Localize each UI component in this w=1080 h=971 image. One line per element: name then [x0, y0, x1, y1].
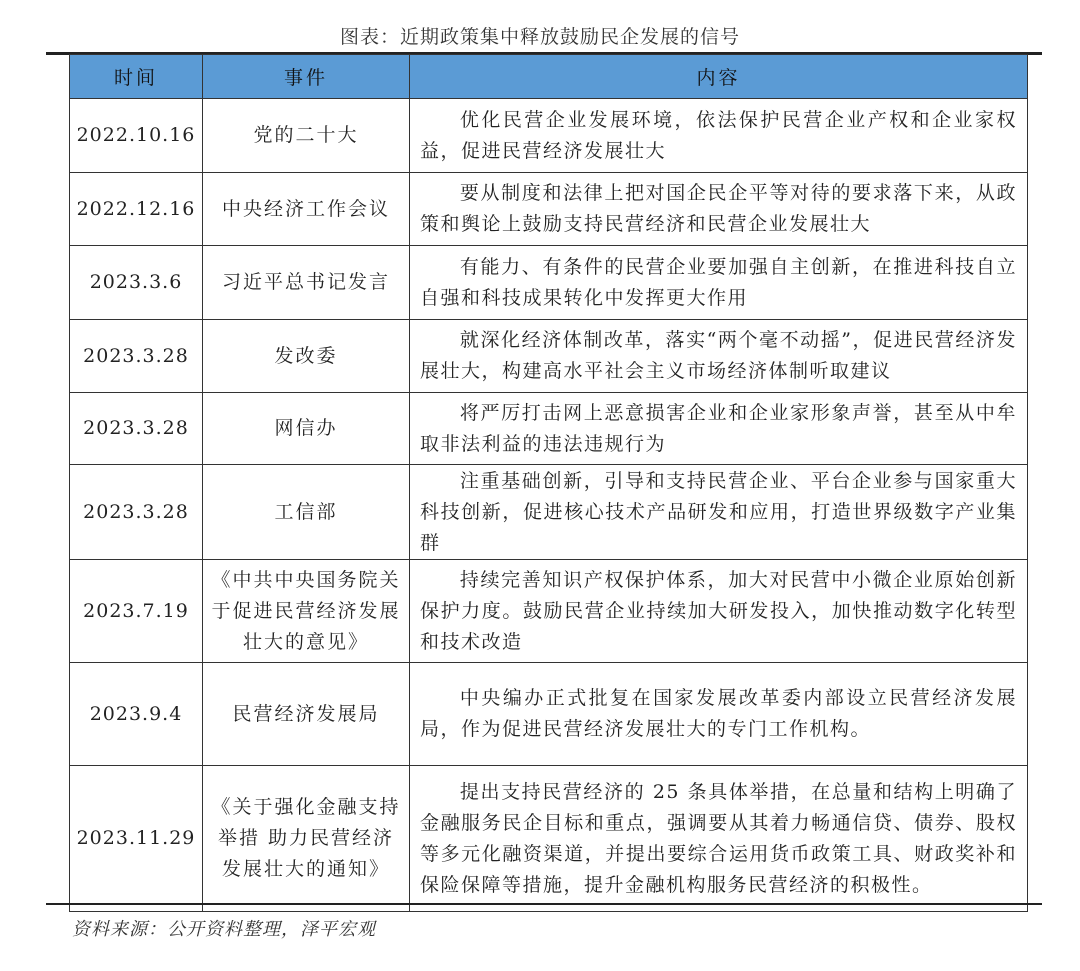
header-row: [70, 55, 1028, 99]
row-event: 网信办: [203, 393, 410, 465]
row-content-text: 中央编办正式批复在国家发展改革委内部设立民营经济发展局，作为促进民营经济发展壮大的专门工作机构。: [420, 687, 1017, 740]
row-content: [410, 246, 1028, 320]
row-event: 中央经济工作会议: [203, 173, 410, 246]
table-row: [70, 99, 1028, 173]
header-content: 内容: [410, 55, 1028, 99]
table-row: [70, 663, 1028, 766]
row-date: 2023.3.28: [70, 320, 203, 393]
table-row: [70, 393, 1028, 465]
table-row: [70, 766, 1028, 912]
header-time: 时间: [70, 55, 203, 99]
row-date: 2022.10.16: [70, 99, 203, 173]
row-content-text: 注重基础创新，引导和支持民营企业、平台企业参与国家重大科技创新，促进核心技术产品研发和应用，打造世界级数字产业集群: [420, 469, 1017, 554]
row-content-text: 提出支持民营经济的 25 条具体举措，在总量和结构上明确了金融服务民企目标和重点，强调要从其着力畅通信贷、债券、股权等多元化融资渠道，并提出要综合运用货币政策工具、财政奖补和保险保障等措施，提升金融机构服务民营经济的积极性。: [420, 780, 1017, 896]
row-content-text: 就深化经济体制改革，落实“两个毫不动摇”，促进民营经济发展壮大，构建高水平社会主义市场经济体制听取建议: [420, 329, 1017, 382]
row-content: [410, 99, 1028, 173]
row-content: [410, 393, 1028, 465]
row-date: 2022.12.16: [70, 173, 203, 246]
row-date: 2023.7.19: [70, 560, 203, 663]
row-content: [410, 465, 1028, 560]
row-event: 《关于强化金融支持举措 助力民营经济发展壮大的通知》: [203, 766, 410, 912]
table-row: [70, 173, 1028, 246]
row-content: [410, 320, 1028, 393]
row-content-text: 持续完善知识产权保护体系，加大对民营中小微企业原始创新保护力度。鼓励民营企业持续加大研发投入，加快推动数字化转型和技术改造: [420, 568, 1017, 653]
row-content: [410, 766, 1028, 912]
table-row: [70, 560, 1028, 663]
row-event: 民营经济发展局: [203, 663, 410, 766]
row-event: 工信部: [203, 465, 410, 560]
row-date: 2023.11.29: [70, 766, 203, 912]
bottom-rule: [46, 903, 1042, 905]
row-event: 党的二十大: [203, 99, 410, 173]
table-row: [70, 320, 1028, 393]
row-date: 2023.9.4: [70, 663, 203, 766]
header-event: 事件: [203, 55, 410, 99]
table-row: [70, 246, 1028, 320]
source-note: 资料来源：公开资料整理，泽平宏观: [72, 919, 376, 940]
row-date: 2023.3.28: [70, 393, 203, 465]
row-content: [410, 663, 1028, 766]
row-event: 《中共中央国务院关于促进民营经济发展壮大的意见》: [203, 560, 410, 663]
row-content: [410, 173, 1028, 246]
table-title: 图表：近期政策集中释放鼓励民企发展的信号: [339, 26, 740, 48]
row-content-text: 将严厉打击网上恶意损害企业和企业家形象声誉，甚至从中牟取非法利益的违法违规行为: [420, 401, 1017, 455]
row-content: [410, 560, 1028, 663]
row-content-text: 要从制度和法律上把对国企民企平等对待的要求落下来，从政策和舆论上鼓励支持民营经济和民营企业发展壮大: [420, 182, 1017, 235]
row-content-text: 优化民营企业发展环境，依法保护民营企业产权和企业家权益，促进民营经济发展壮大: [420, 108, 1017, 162]
row-date: 2023.3.28: [70, 465, 203, 560]
row-date: 2023.3.6: [70, 246, 203, 320]
row-event: 发改委: [203, 320, 410, 393]
table-row: [70, 465, 1028, 560]
row-event: 习近平总书记发言: [203, 246, 410, 320]
row-content-text: 有能力、有条件的民营企业要加强自主创新，在推进科技自立自强和科技成果转化中发挥更大作用: [420, 255, 1017, 309]
policy-table: [69, 54, 1028, 912]
